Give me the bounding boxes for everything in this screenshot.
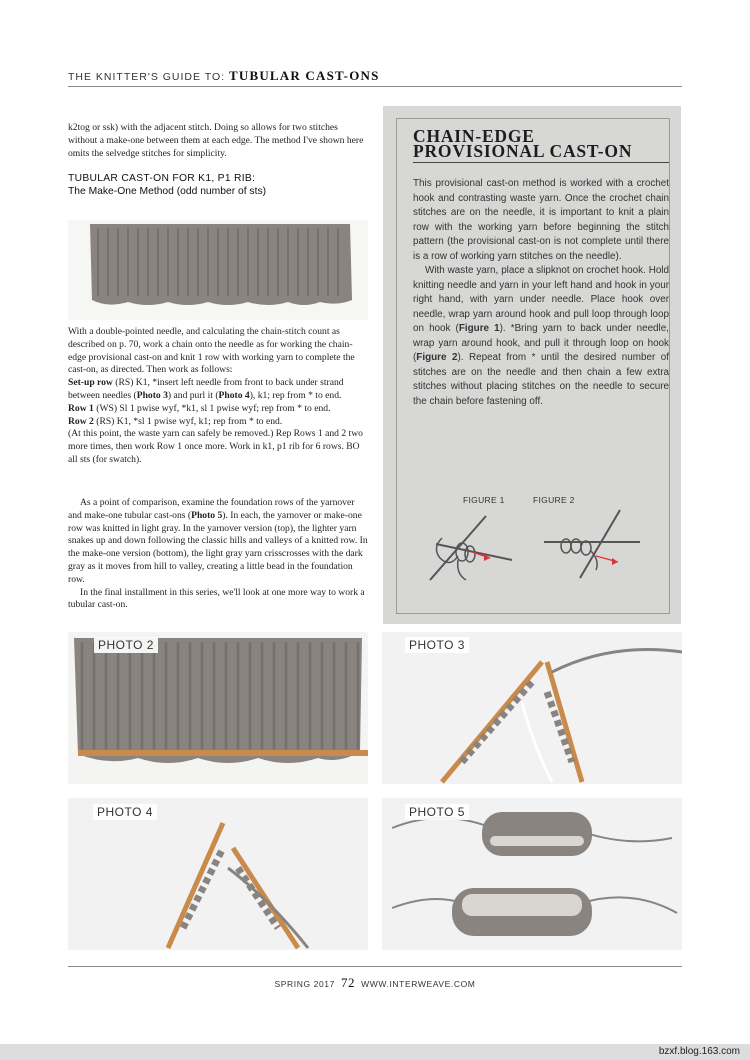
figure1-label: FIGURE 1 — [463, 495, 505, 505]
comparison-block — [68, 497, 368, 612]
instructions-block: With a double-pointed needle, and calculating the chain-stitch count as described on p. 70, work a chain onto the needle as for working the chain-edge provisional cast-on and knit 1 row with working yarn to complete the cast-on, as directed. Then work as follows: Set-up row (RS) K1, *insert left needle from front to back under strand between needles (Photo 3) and purl it (Photo 4), k1; rep from * to end. Row 1 (WS) Sl 1 pwise wyf, *k1, sl 1 pwise wyf; rep from * to end. Row 2 (RS) K1, *sl 1 pwise wyf, k1; rep from * to end. (At this point, the waste yarn can safely be removed.) Rep Rows 1 and 2 two more times, then work Row 1 once more. Work in k1, p1 rib for 6 rows. BO all sts (for swatch). — [68, 326, 368, 467]
running-header — [68, 68, 380, 84]
sidebar-text: This provisional cast-on method is worked with a crochet hook and contrasting waste yarn. Once the crochet chain stitches are on the needle, it is important to knit a plain row with the working yarn before beginning the stitch pattern (the provisional cast-on is not complete until there is a row of working yarn stitches on the needle). With waste yarn, place a slipknot on crochet hook. Hold knitting needle and yarn in your left hand and hook in your right hand, with yarn under needle. Place hook over needle, wrap yarn around hook and pull loop through loop on hook (Figure 1). *Bring yarn to back under needle, wrap yarn around hook, and pull it through loop on hook (Figure 2). Repeat from * until the desired number of stitches are on the needle and then chain a few extra stitches without placing stitches on the needle to secure the chain before fastening off. — [413, 177, 669, 409]
photo-3-label: PHOTO 3 — [405, 637, 469, 653]
photo-3 — [382, 632, 682, 784]
page-number: 72 — [340, 975, 356, 990]
comparison-paragraph: As a point of comparison, examine the foundation rows of the yarnover and make-one tubular cast-ons (Photo 5). In each, the yarnover or make-one row was knitted in light gray. In the yarnover version (top), the lighter yarn snakes up and down following the classic hills and valleys of a knitted row. In the make-one version (bottom), the light gray yarn crisscrosses with the dark gray as it moves from hill to valley, creating a little bead in the foundation row. — [68, 497, 368, 585]
photo-5-label: PHOTO 5 — [405, 804, 469, 820]
setup-row: Set-up row (RS) K1, *insert left needle from front to back under strand between needles (Photo 3) and purl it (Photo 4), k1; rep from * to end. — [68, 377, 344, 401]
footer-season: SPRING 2017 — [274, 979, 335, 989]
photo-2 — [68, 632, 368, 784]
row-1: Row 1 (WS) Sl 1 pwise wyf, *k1, sl 1 pwise wyf; rep from * to end. — [68, 402, 331, 414]
footer-rule — [68, 966, 682, 967]
photo-4-label: PHOTO 4 — [93, 804, 157, 820]
header-prefix: THE KNITTER'S GUIDE TO: — [68, 71, 226, 83]
instructions-note: (At this point, the waste yarn can safely be removed.) Rep Rows 1 and 2 two more times, then work Row 1 once more. Work in k1, p1 rib for 6 rows. BO all sts (for swatch). — [68, 428, 363, 465]
footer-site[interactable]: WWW.INTERWEAVE.COM — [361, 979, 476, 989]
sidebar-title: CHAIN-EDGE PROVISIONAL CAST-ON — [413, 126, 633, 161]
watermark-bar — [0, 1044, 750, 1060]
swatch-image — [68, 220, 368, 320]
figure1-illustration — [428, 508, 518, 584]
sidebar-title-rule — [413, 162, 669, 163]
closing-paragraph: In the final installment in this series, we'll look at one more way to work a tubular cast-on. — [68, 586, 365, 611]
figure2-illustration — [540, 508, 650, 584]
row-2: Row 2 (RS) K1, *sl 1 pwise wyf, k1; rep from * to end. — [68, 415, 283, 427]
photo-5 — [382, 798, 682, 950]
header-rule — [68, 86, 682, 87]
sidebar-steps: With waste yarn, place a slipknot on crochet hook. Hold knitting needle and yarn in your left hand and hook in your right hand, with yarn under needle. Place hook over needle, wrap yarn around hook and pull loop through loop on hook (Figure 1). *Bring yarn to back under needle, wrap yarn around hook, and pull it through loop on hook (Figure 2). Repeat from * until the desired number of stitches are on the needle and then chain a few extra stitches without placing stitches on the needle to secure the chain before fastening off. — [413, 265, 669, 407]
figure2-label: FIGURE 2 — [533, 495, 575, 505]
watermark-text: bzxf.blog.163.com — [658, 1046, 740, 1057]
photo-2-label: PHOTO 2 — [94, 637, 158, 653]
header-title: TUBULAR CAST-ONS — [228, 68, 380, 83]
photo-4 — [68, 798, 368, 950]
intro-paragraph: k2tog or ssk) with the adjacent stitch. Doing so allows for two stitches without a make-one between them at each edge. The method I've shown here omits the selvedge stitches for simplicity. — [68, 122, 364, 159]
section-heading: TUBULAR CAST-ON FOR K1, P1 RIB: The Make-One Method (odd number of sts) — [68, 173, 267, 197]
page-footer — [0, 975, 750, 991]
